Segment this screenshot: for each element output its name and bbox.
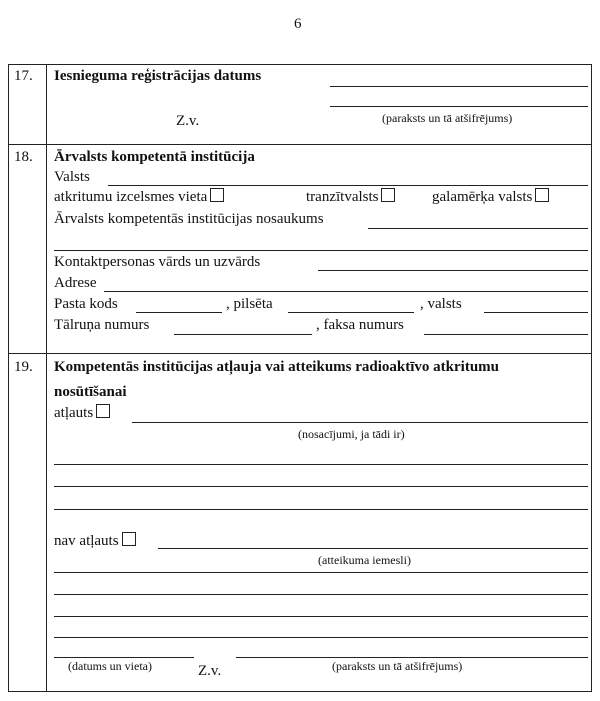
authority-name-field-line2[interactable] xyxy=(54,250,588,251)
contact-person-label: Kontaktpersonas vārds un uzvārds xyxy=(54,254,261,270)
refusal-reasons-caption: (atteikuma iemesli) xyxy=(318,553,411,567)
allowed-label: atļauts xyxy=(54,405,94,421)
page-number: 6 xyxy=(294,16,302,32)
address-field[interactable] xyxy=(104,291,588,292)
row-divider-18-19 xyxy=(8,353,592,354)
table-bottom-border xyxy=(8,691,592,692)
conditions-field[interactable] xyxy=(132,422,588,423)
final-signature-caption: (paraksts un tā atšifrējums) xyxy=(332,659,463,673)
conditions-line-2[interactable] xyxy=(54,464,588,465)
transit-country-checkbox[interactable] xyxy=(381,188,395,202)
table-left-border xyxy=(8,64,9,691)
fax-label: , faksa numurs xyxy=(316,317,404,333)
not-allowed-option xyxy=(54,532,136,550)
authority-name-field[interactable] xyxy=(368,228,588,229)
column-divider xyxy=(46,64,47,691)
authority-name-label: Ārvalsts kompetentās institūcijas nosaukums xyxy=(54,211,324,227)
city-field[interactable] xyxy=(288,312,414,313)
table-right-border xyxy=(591,64,592,691)
destination-country-label: galamērķa valsts xyxy=(432,189,533,205)
phone-label: Tālruņa numurs xyxy=(54,317,150,333)
country2-label: , valsts xyxy=(420,296,462,312)
conditions-line-3[interactable] xyxy=(54,486,588,487)
refusal-reasons-line-3[interactable] xyxy=(54,594,588,595)
transit-country-label: tranzītvalsts xyxy=(306,189,379,205)
refusal-reasons-field[interactable] xyxy=(158,548,588,549)
row-18-number: 18. xyxy=(14,149,33,165)
city-label: , pilsēta xyxy=(226,296,273,312)
country2-field[interactable] xyxy=(484,312,588,313)
seal-mark: Z.v. xyxy=(176,113,200,129)
signature-line[interactable] xyxy=(330,106,588,107)
postcode-label: Pasta kods xyxy=(54,296,118,312)
refusal-reasons-line-4[interactable] xyxy=(54,616,588,617)
row-19-title-line2: nosūtīšanai xyxy=(54,384,127,400)
row-divider-17-18 xyxy=(8,144,592,145)
final-signature-field[interactable] xyxy=(236,657,588,658)
export-country-label: atkritumu izcelsmes vieta xyxy=(54,189,208,205)
allowed-option xyxy=(54,404,110,422)
export-country-checkbox[interactable] xyxy=(210,188,224,202)
not-allowed-label: nav atļauts xyxy=(54,533,119,549)
country-field[interactable] xyxy=(108,185,588,186)
fax-field[interactable] xyxy=(424,334,588,335)
country-label: Valsts xyxy=(54,169,90,185)
registration-date-line[interactable] xyxy=(330,86,588,87)
date-place-field[interactable] xyxy=(54,657,194,658)
export-country-option xyxy=(54,188,224,206)
transit-country-option xyxy=(306,188,395,206)
conditions-line-4[interactable] xyxy=(54,509,588,510)
conditions-caption: (nosacījumi, ja tādi ir) xyxy=(298,427,405,441)
refusal-reasons-line-5[interactable] xyxy=(54,637,588,638)
not-allowed-checkbox[interactable] xyxy=(122,532,136,546)
row-19-title-line1: Kompetentās institūcijas atļauja vai atteikums radioaktīvo atkritumu xyxy=(54,359,500,375)
contact-person-field[interactable] xyxy=(318,270,588,271)
address-label: Adrese xyxy=(54,275,97,291)
row-17-title: Iesnieguma reģistrācijas datums xyxy=(54,68,262,84)
date-place-caption: (datums un vieta) xyxy=(68,659,152,673)
row-18-title: Ārvalsts kompetentā institūcija xyxy=(54,149,255,165)
signature-caption: (paraksts un tā atšifrējums) xyxy=(382,111,513,125)
destination-country-checkbox[interactable] xyxy=(535,188,549,202)
row-19-number: 19. xyxy=(14,359,33,375)
phone-field[interactable] xyxy=(174,334,312,335)
row-17-number: 17. xyxy=(14,68,33,84)
table-top-border xyxy=(8,64,592,65)
postcode-field[interactable] xyxy=(136,312,222,313)
refusal-reasons-line-2[interactable] xyxy=(54,572,588,573)
destination-country-option xyxy=(432,188,549,206)
final-seal-mark: Z.v. xyxy=(198,663,222,679)
allowed-checkbox[interactable] xyxy=(96,404,110,418)
